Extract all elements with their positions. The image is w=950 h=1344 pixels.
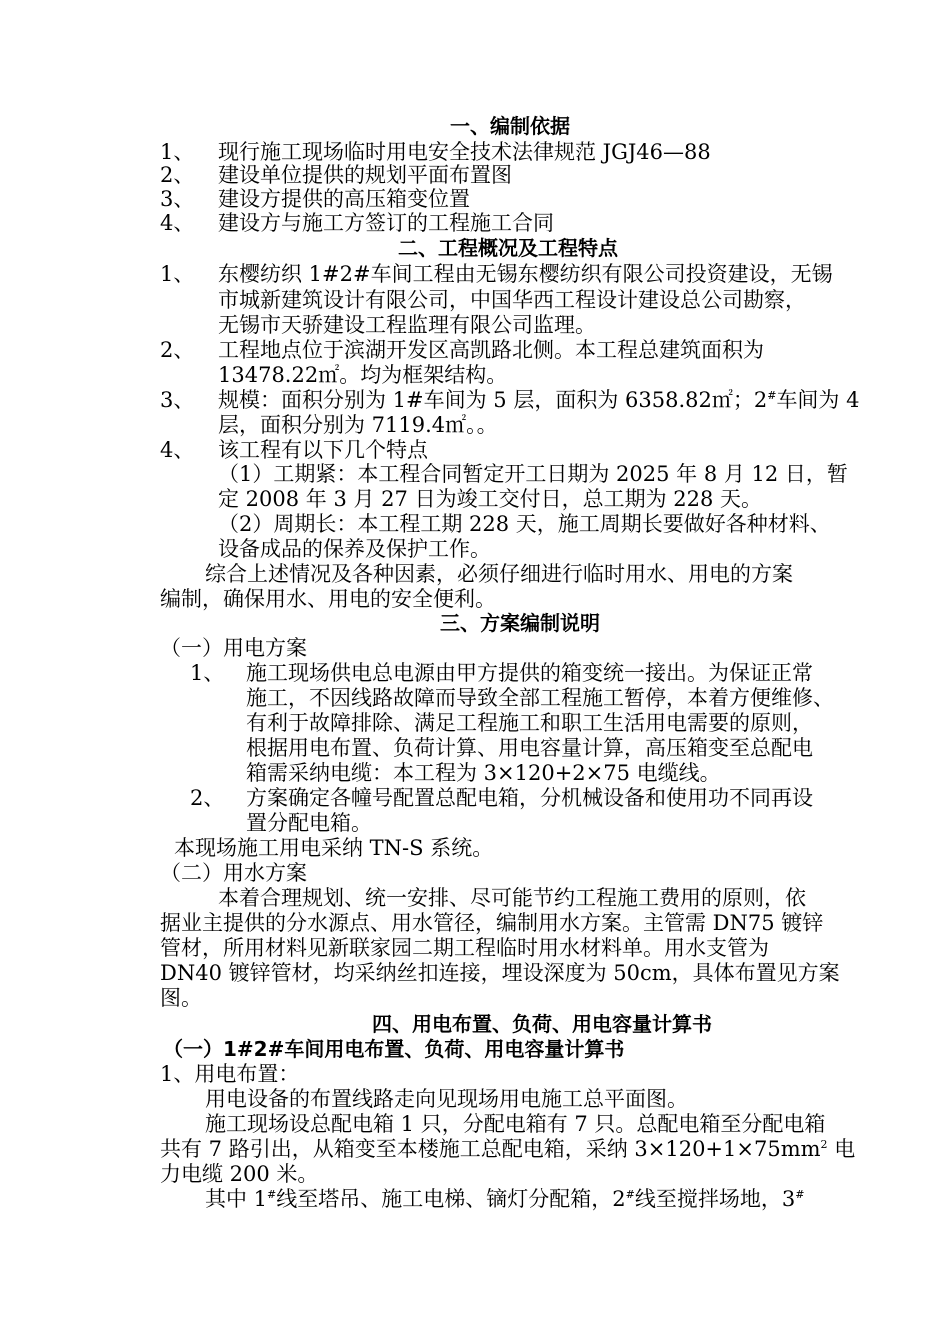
s1-item-3-text: 建设方提供的高压箱变位置 <box>218 187 470 211</box>
s2-item-2-line-1: 工程地点位于滨湖开发区高凯路北侧。本工程总建筑面积为 <box>218 338 764 362</box>
s3-item-2-line-1: 方案确定各幢号配置总配电箱，分机械设备和使用功不同再设 <box>246 786 813 810</box>
layout-para-2-line-1: 施工现场设总配电箱 1 只，分配电箱有 7 只。总配电箱至分配电箱 <box>205 1112 826 1136</box>
s2-item-3-line-2: 层，面积分别为 7119.4㎡。。 <box>218 413 498 437</box>
power-plan-subheading: （一）用电方案 <box>160 636 307 660</box>
s3-item-1-line-2: 施工，不因线路故障而导致全部工程施工暂停，本着方便维修、 <box>246 686 834 710</box>
s3-item-2-line-2: 置分配电箱。 <box>246 811 372 835</box>
s1-item-2-num: 2、 <box>160 163 195 187</box>
s3-item-1-line-1: 施工现场供电总电源由甲方提供的箱变统一接出。为保证正常 <box>246 661 813 685</box>
water-line-5: 图。 <box>160 986 202 1010</box>
s2-item-2-line-2: 13478.22㎡。均为框架结构。 <box>218 363 508 387</box>
s2-item-1-num: 1、 <box>160 262 195 286</box>
layout-para-1: 用电设备的布置线路走向见现场用电施工总平面图。 <box>205 1087 688 1111</box>
s2-item-1-line-3: 无锡市天骄建设工程监理有限公司监理。 <box>218 313 596 337</box>
water-plan-subheading: （二）用水方案 <box>160 861 307 885</box>
summary-line-2: 编制，确保用水、用电的安全便利。 <box>160 587 496 611</box>
s2-item-3-line-1: 规模：面积分别为 1#车间为 5 层，面积为 6358.82㎡；2#车间为 4 <box>218 388 860 412</box>
s2-item-4-text: 该工程有以下几个特点 <box>218 438 428 462</box>
tns-system-line: 本现场施工用电采纳 TN-S 系统。 <box>174 836 494 860</box>
s2-item-2-num: 2、 <box>160 338 195 362</box>
water-line-4: DN40 镀锌管材，均采纳丝扣连接，埋设深度为 50cm，具体布置见方案 <box>160 961 840 985</box>
section-2-heading: 二、工程概况及工程特点 <box>398 236 618 260</box>
s3-item-1-num: 1、 <box>190 661 225 685</box>
water-line-2: 据业主提供的分水源点、用水管径，编制用水方案。主管需 DN75 镀锌 <box>160 911 824 935</box>
s2-item-3-num: 3、 <box>160 388 195 412</box>
feature-2-line-1: （2）周期长：本工程工期 228 天，施工周期长要做好各种材料、 <box>218 512 831 536</box>
layout-para-2-line-3: 力电缆 200 米。 <box>160 1162 319 1186</box>
s2-item-1-line-1: 东樱纺织 1#2#车间工程由无锡东樱纺织有限公司投资建设，无锡 <box>218 262 833 286</box>
feature-1-line-1: （1）工期紧：本工程合同暂定开工日期为 2025 年 8 月 12 日，暂 <box>218 462 848 486</box>
s1-item-1-text: 现行施工现场临时用电安全技术法律规范 JGJ46—88 <box>218 140 711 164</box>
section-4-heading: 四、用电布置、负荷、用电容量计算书 <box>372 1012 712 1036</box>
water-line-1: 本着合理规划、统一安排、尽可能节约工程施工费用的原则，依 <box>218 886 806 910</box>
layout-para-2-line-2: 共有 7 路引出，从箱变至本楼施工总配电箱，采纳 $3\times 120+1\times 75mm^2$ 电 <box>160 1137 856 1161</box>
s3-item-1-line-4: 根据用电布置、负荷计算、用电容量计算，高压箱变至总配电 <box>246 736 813 760</box>
feature-1-line-2: 定 2008 年 3 月 27 日为竣工交付日，总工期为 228 天。 <box>218 487 763 511</box>
s1-item-4-num: 4、 <box>160 211 195 235</box>
layout-para-3-line-1: 其中 1#线至塔吊、施工电梯、镝灯分配箱，2#线至搅拌场地，3# <box>205 1187 805 1211</box>
water-line-3: 管材，所用材料见新联家园二期工程临时用水材料单。用水支管为 <box>160 936 769 960</box>
section-1-heading: 一、编制依据 <box>450 114 570 138</box>
s3-item-2-num: 2、 <box>190 786 225 810</box>
s1-item-2-text: 建设单位提供的规划平面布置图 <box>218 163 512 187</box>
s1-item-3-num: 3、 <box>160 187 195 211</box>
summary-line-1: 综合上述情况及各种因素，必须仔细进行临时用水、用电的方案 <box>205 562 793 586</box>
s3-item-1-line-5: 箱需采纳电缆：本工程为 3×120+2×75 电缆线。 <box>246 761 721 785</box>
s2-item-4-num: 4、 <box>160 438 195 462</box>
s1-item-4-text: 建设方与施工方签订的工程施工合同 <box>218 211 554 235</box>
layout-title: 1、用电布置： <box>160 1062 300 1086</box>
feature-2-line-2: 设备成品的保养及保护工作。 <box>218 537 491 561</box>
s3-item-1-line-3: 有利于故障排除、满足工程施工和职工生活用电需要的原则， <box>246 711 813 735</box>
s2-item-1-line-2: 市城新建筑设计有限公司，中国华西工程设计建设总公司勘察， <box>218 288 806 312</box>
s1-item-1-num: 1、 <box>160 140 195 164</box>
section-4-subheading: （一）1#2#车间用电布置、负荷、用电容量计算书 <box>163 1037 625 1061</box>
section-3-heading: 三、方案编制说明 <box>440 611 600 635</box>
